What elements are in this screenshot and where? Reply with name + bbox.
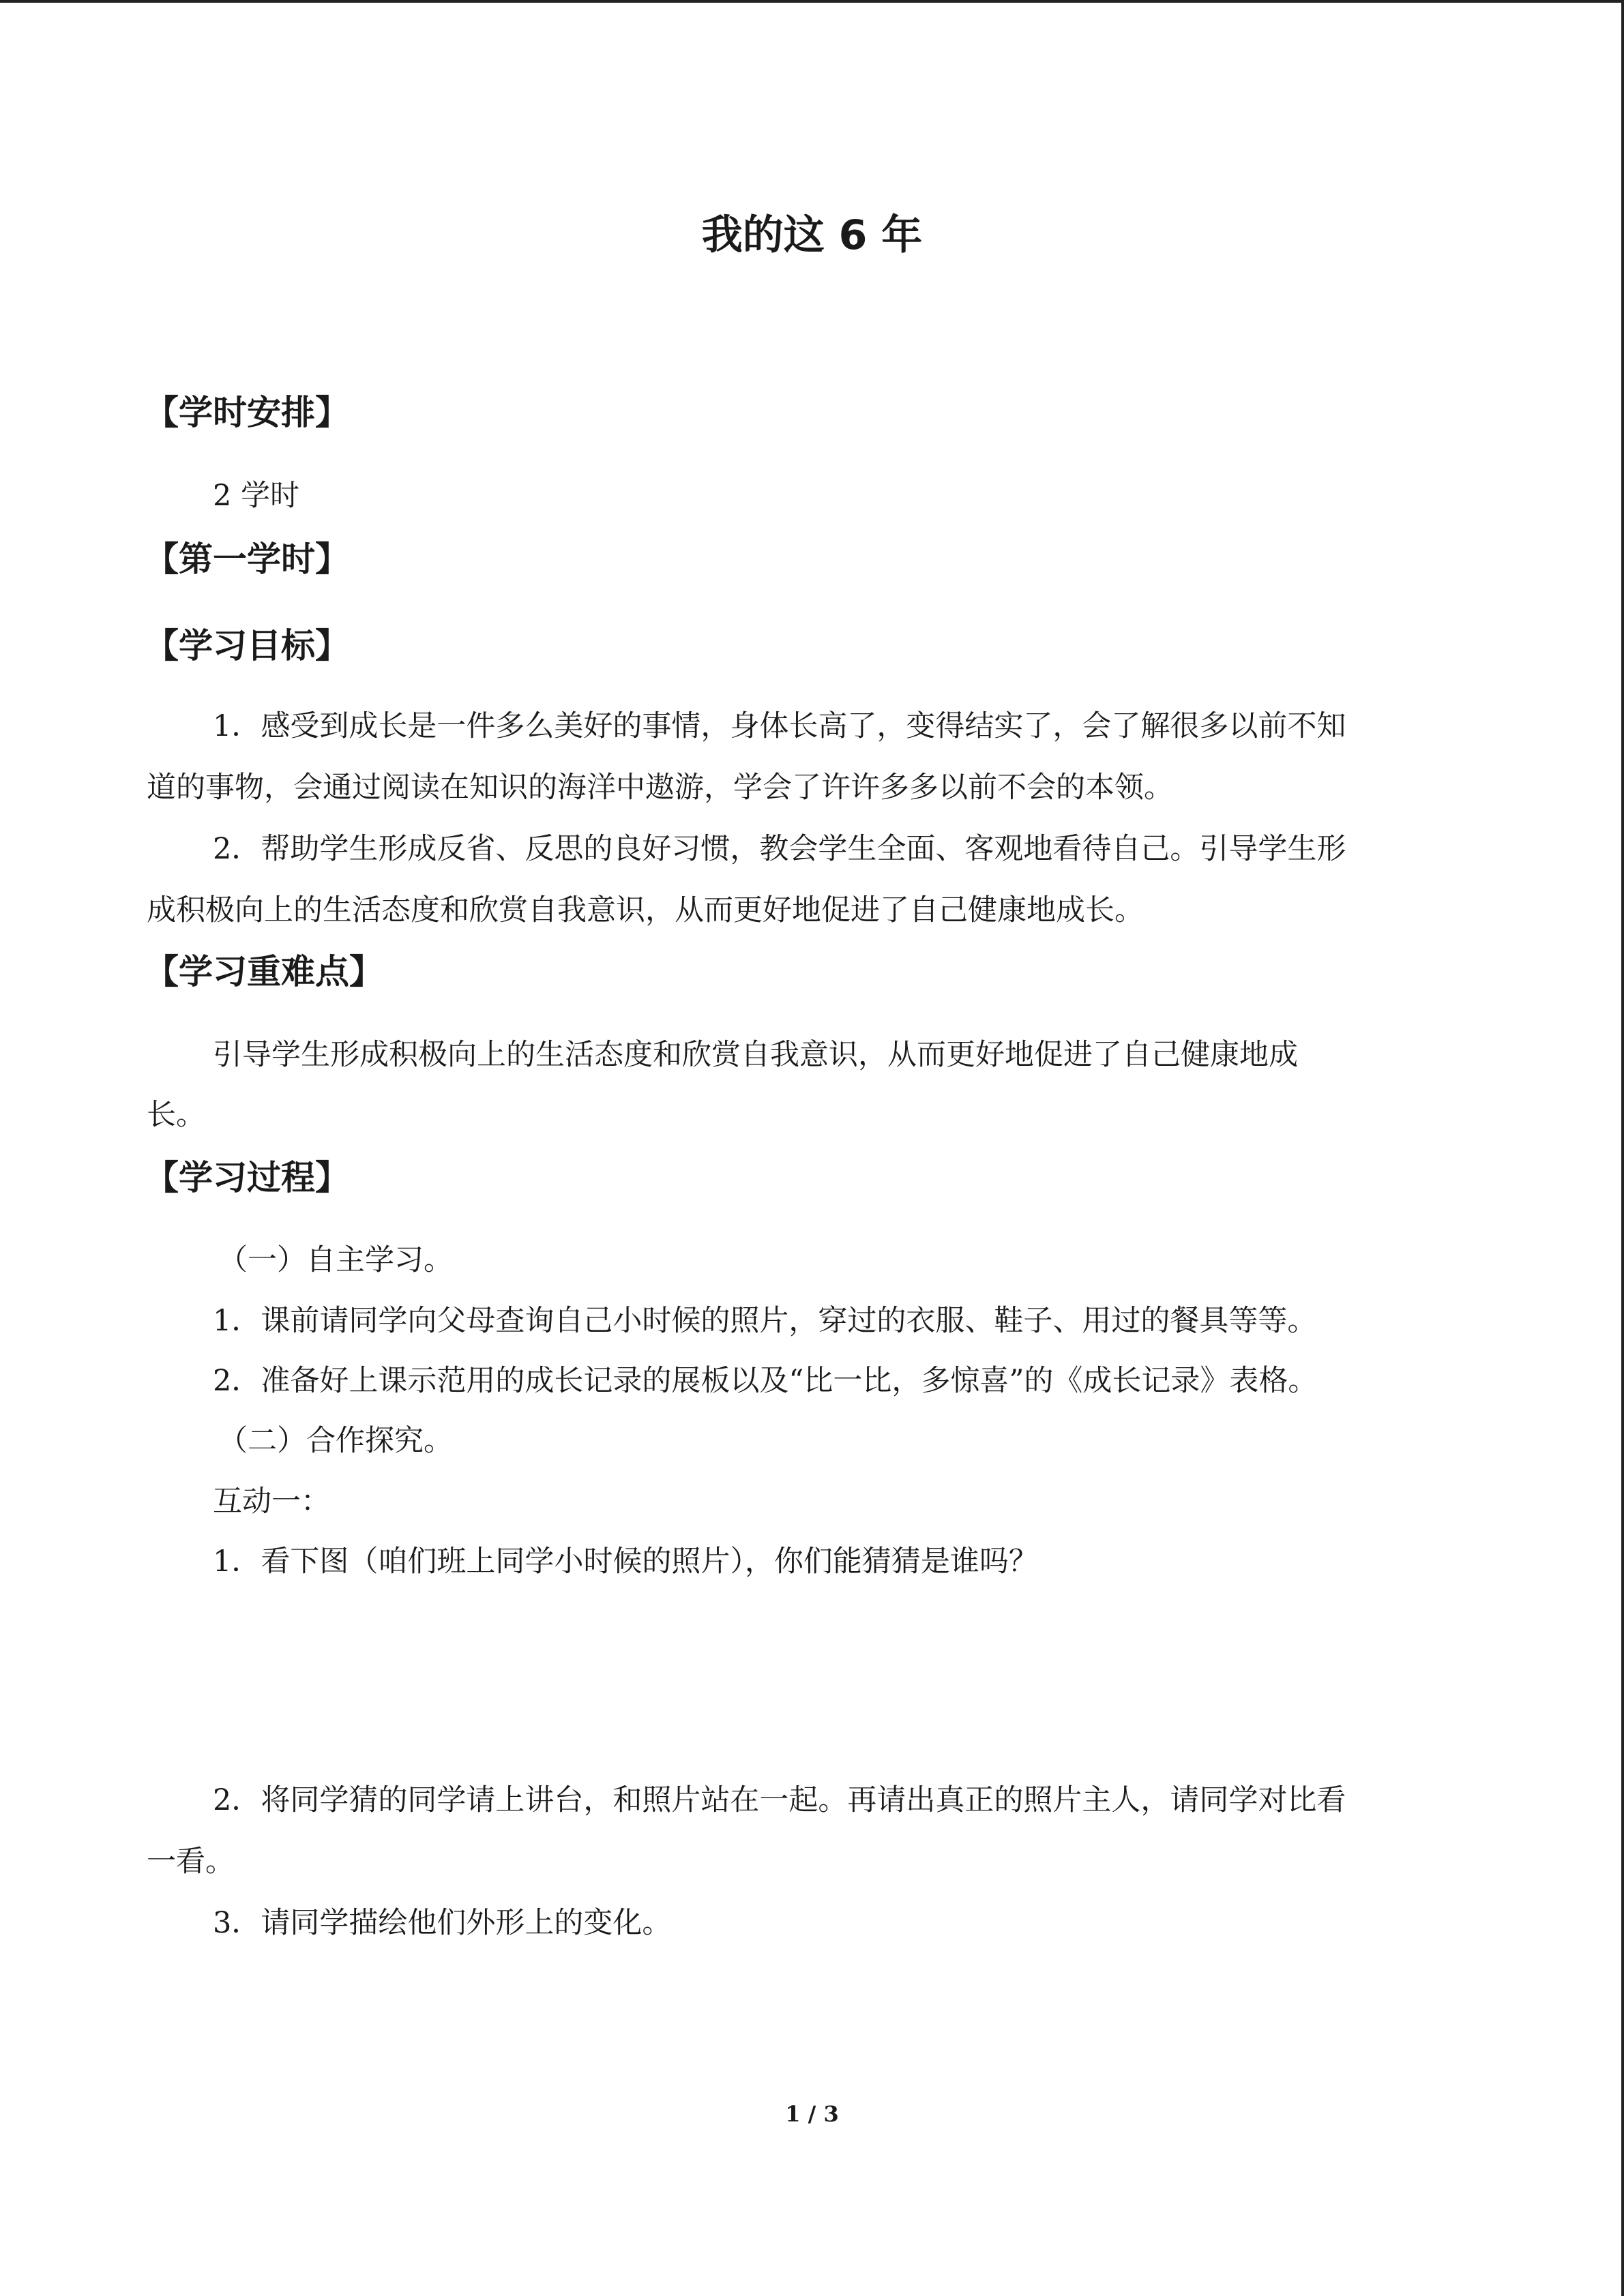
goals-heading: 【学习目标】 [145,626,349,666]
process-question-1: 1．看下图（咱们班上同学小时候的照片），你们能猜猜是谁吗？ [213,1545,1038,1579]
schedule-text: 2 学时 [213,479,300,513]
process-self-study: （一）自主学习。 [218,1243,453,1277]
page-title: 我的这 6 年 [701,211,923,259]
goal1-line1: 1．感受到成长是一件多么美好的事情，身体长高了，变得结实了，会了解很多以前不知 [213,709,1346,743]
process-question-2-line2: 一看。 [147,1845,235,1879]
first-period-heading: 【第一学时】 [145,539,349,579]
page-top-border [0,0,1624,3]
key-line2: 长。 [147,1098,205,1132]
goal2-line1: 2．帮助学生形成反省、反思的良好习惯，教会学生全面、客观地看待自己。引导学生形 [213,832,1346,866]
process-question-3: 3．请同学描绘他们外形上的变化。 [213,1906,672,1940]
goal1-line2: 道的事物，会通过阅读在知识的海洋中遨游，学会了许许多多以前不会的本领。 [147,771,1173,805]
schedule-heading: 【学时安排】 [145,393,349,432]
key-points-heading: 【学习重难点】 [145,952,383,992]
key-line1: 引导学生形成积极向上的生活态度和欣赏自我意识，从而更好地促进了自己健康地成 [213,1038,1298,1072]
process-item-2: 2．准备好上课示范用的成长记录的展板以及“比一比，多惊喜”的《成长记录》表格。 [213,1364,1318,1398]
process-cooperation: （二）合作探究。 [218,1424,453,1458]
process-interaction: 互动一： [213,1485,330,1519]
process-heading: 【学习过程】 [145,1158,349,1197]
page-right-border [1621,0,1624,2296]
process-item-1: 1．课前请同学向父母查询自己小时候的照片，穿过的衣服、鞋子、用过的餐具等等。 [213,1304,1317,1338]
process-question-2-line1: 2．将同学猜的同学请上讲台，和照片站在一起。再请出真正的照片主人，请同学对比看 [213,1783,1346,1817]
goal2-line2: 成积极向上的生活态度和欣赏自我意识，从而更好地促进了自己健康地成长。 [147,893,1144,927]
page-number: 1 / 3 [785,2101,839,2127]
